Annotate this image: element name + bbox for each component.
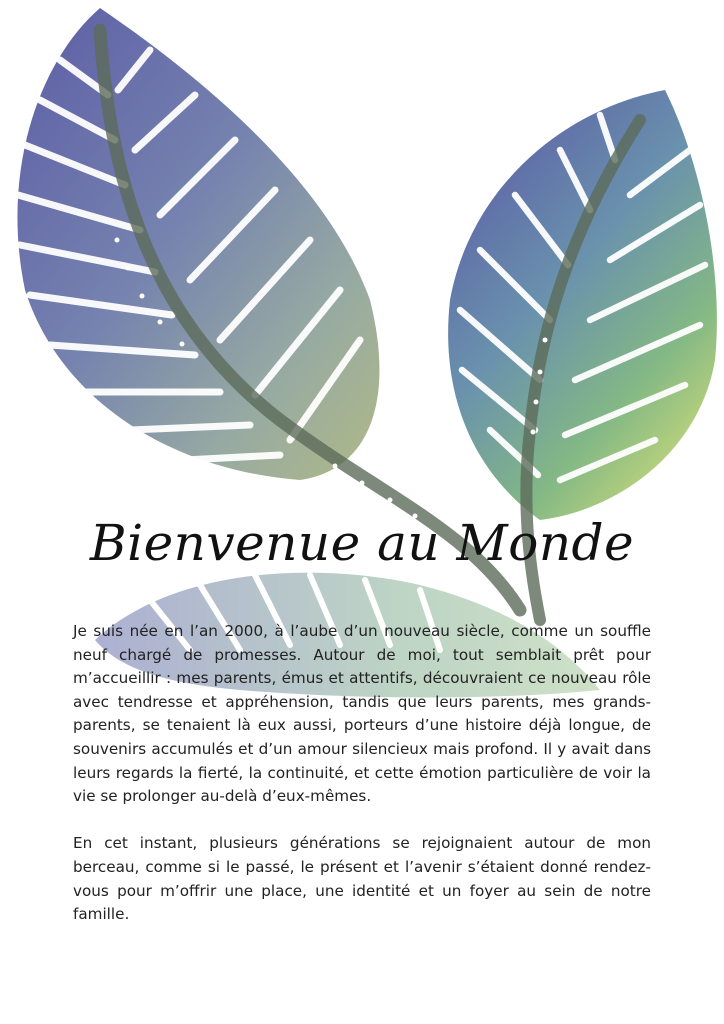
paragraph-1: Je suis née en l’an 2000, à l’aube d’un nouveau siècle, comme un souffle neuf chargé de promesses. Autour de moi, tout semblait prêt pour m’accueillir : mes parents, émus et attentifs, découvraient ce nouveau rôle avec tendresse et appréhension, tandis que leurs parents, mes grands-parents, se tenaient là eux aussi, porteurs d’une histoire déjà longue, de souvenirs accumulés et d’un amour silencieux mais profond. Il y avait dans leurs regards la fierté, la continuité, et cette émotion particulière de voir la vie se prolonger au-delà d’eux-mêmes. bbox=[73, 622, 651, 806]
paragraph-2: En cet instant, plusieurs générations se rejoignaient autour de mon berceau, comme si le passé, le présent et l’avenir s’étaient donné rendez-vous pour m’offrir une place, une identité et un foyer au sein de notre famille. bbox=[73, 834, 651, 924]
page-title: Bienvenue au Monde bbox=[89, 514, 635, 572]
right-leaf bbox=[448, 90, 717, 520]
body-text bbox=[73, 620, 651, 950]
left-leaf bbox=[17, 8, 379, 480]
